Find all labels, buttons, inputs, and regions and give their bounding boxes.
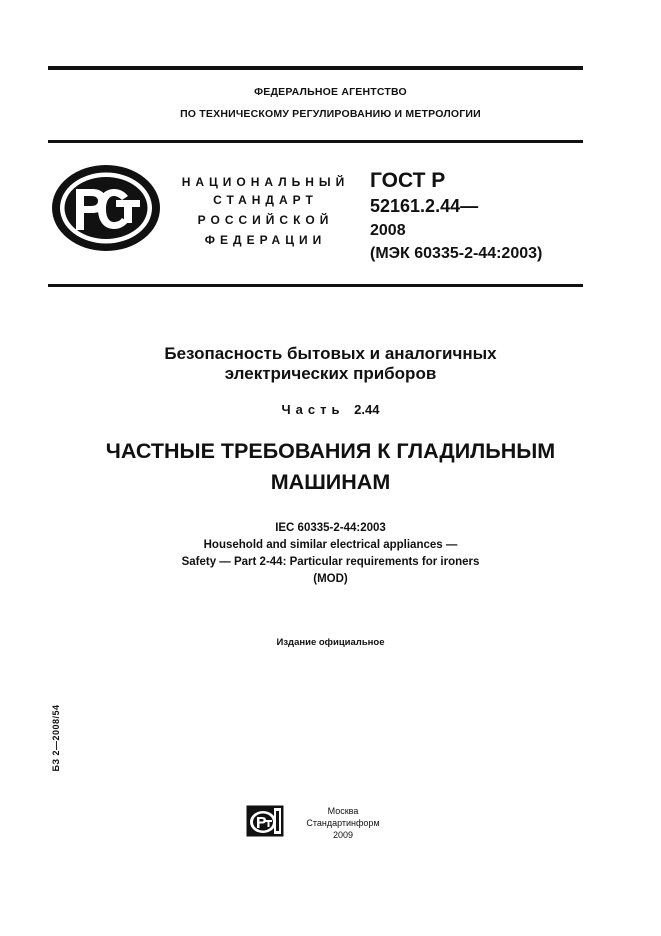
national-standard-line-1: НАЦИОНАЛЬНЫЙ: [181, 175, 350, 189]
standartinform-logo-icon: [246, 805, 284, 837]
agency-line-2: ПО ТЕХНИЧЕСКОМУ РЕГУЛИРОВАНИЮ И МЕТРОЛОГИИ: [180, 108, 481, 120]
iec-code: IEC 60335-2-44:2003: [275, 522, 386, 534]
gost-number: 52161.2.44—: [370, 196, 479, 216]
gost-prefix: ГОСТ Р: [370, 169, 446, 192]
agency-line-1: ФЕДЕРАЛЬНОЕ АГЕНТСТВО: [254, 86, 407, 98]
header-rule-lower: [48, 284, 583, 287]
national-standard-line-3: РОССИЙСКОЙ: [197, 213, 334, 227]
gost-iec-equivalent: (МЭК 60335-2-44:2003): [370, 245, 543, 262]
iec-title-line-3: (MOD): [313, 573, 348, 585]
part-word: Часть: [281, 402, 345, 417]
subtitle-line-2: МАШИНАМ: [270, 470, 391, 494]
edition-label: Издание официальное: [276, 637, 385, 648]
side-code: БЗ 2—2008/54: [51, 704, 61, 772]
title-line-1: Безопасность бытовых и аналогичных: [164, 344, 497, 363]
subtitle-line-1: ЧАСТНЫЕ ТРЕБОВАНИЯ К ГЛАДИЛЬНЫМ: [105, 439, 556, 463]
iec-title-line-1: Household and similar electrical appliances —: [203, 539, 458, 551]
header-rule-upper: [48, 140, 583, 143]
publisher-year: 2009: [332, 830, 354, 840]
publisher-name: Стандартинформ: [306, 818, 380, 828]
part-number: 2.44: [354, 402, 380, 417]
gost-r-logo-icon: [50, 163, 162, 253]
national-standard-line-2: СТАНДАРТ: [213, 193, 318, 207]
iec-title-line-2: Safety — Part 2-44: Particular requirements for ironers: [181, 556, 480, 568]
gost-year: 2008: [370, 222, 406, 239]
publisher-city: Москва: [327, 806, 359, 816]
top-rule: [48, 66, 583, 70]
part-label: [0, 402, 661, 417]
national-standard-line-4: ФЕДЕРАЦИИ: [204, 233, 327, 247]
title-line-2: электрических приборов: [224, 364, 437, 383]
